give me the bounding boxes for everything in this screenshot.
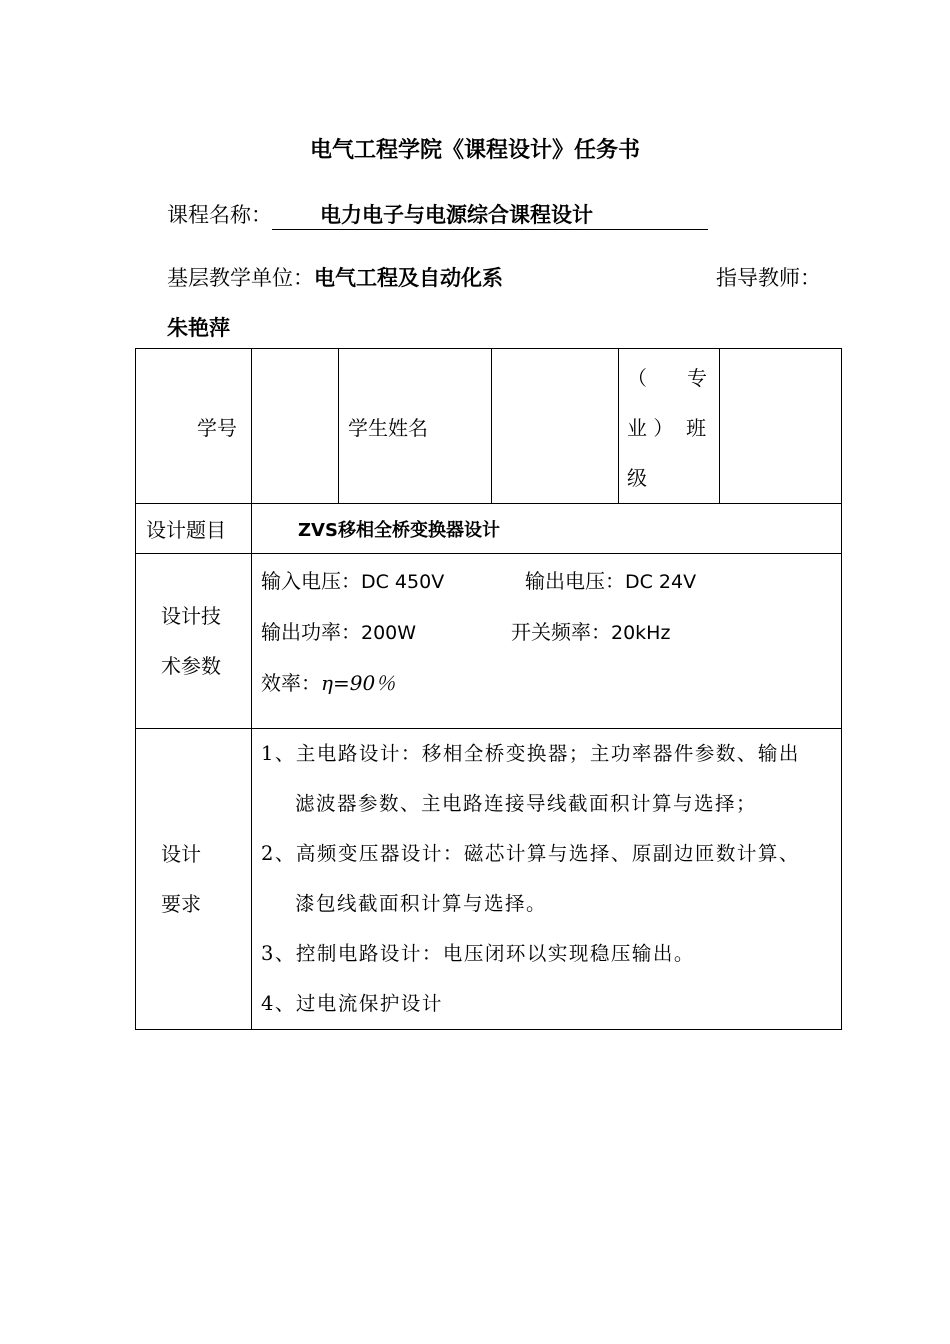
efficiency-label: 效率： (261, 671, 321, 695)
req-label-line-2: 要求 (161, 892, 201, 916)
requirement-line: 滤波器参数、主电路连接导线截面积计算与选择； (295, 792, 758, 815)
topic-label: 设计题目 (136, 504, 252, 554)
header-row (136, 349, 842, 504)
advisor-name: 朱艳萍 (167, 316, 230, 340)
switch-freq (511, 607, 670, 658)
class-label (619, 349, 720, 504)
advisor-label: 指导教师： (716, 266, 821, 290)
requirement-line: 4、过电流保护设计 (261, 992, 443, 1015)
requirement-line: 漆包线截面积计算与选择。 (295, 892, 548, 915)
params-label (136, 554, 252, 729)
output-power-value: 200W (361, 622, 417, 644)
input-voltage-label: 输入电压： (261, 569, 361, 593)
class-label-line-3: 级 (627, 466, 647, 490)
topic-row (136, 504, 842, 554)
req-label (136, 729, 252, 1030)
class-label-line-2: 业 ） 班 (627, 416, 707, 440)
params-line-1 (261, 556, 841, 607)
task-table (135, 348, 842, 1030)
topic-value: ZVS移相全桥变换器设计 (252, 504, 842, 554)
input-voltage-value: DC 450V (361, 571, 445, 593)
params-line-3 (261, 658, 841, 708)
student-id-value (252, 349, 339, 504)
output-power-label: 输出功率： (261, 620, 361, 644)
student-id-label: 学号 (136, 349, 252, 504)
course-name: 电力电子与电源综合课程设计 (272, 199, 708, 230)
params-line-2 (261, 607, 841, 658)
unit-label: 基层教学单位： (167, 266, 314, 290)
switch-freq-label: 开关频率： (511, 620, 611, 644)
req-label-line-1: 设计 (161, 842, 201, 866)
params-label-line-1: 设计技 (161, 604, 221, 628)
requirement-line: 1、主电路设计：移相全桥变换器；主功率器件参数、输出 (261, 742, 800, 765)
params-label-line-2: 术参数 (161, 654, 221, 678)
params-row (136, 554, 842, 729)
class-label-line-1: （ 专 (627, 366, 707, 390)
requirements-row (136, 729, 842, 1030)
params-cell (252, 554, 842, 729)
efficiency-value: η=90％ (321, 671, 396, 695)
unit-name: 电气工程及自动化系 (314, 266, 503, 290)
requirement-line: 2、高频变压器设计：磁芯计算与选择、原副边匝数计算、 (261, 842, 800, 865)
class-value (720, 349, 842, 504)
page-title: 电气工程学院《课程设计》任务书 (309, 138, 640, 163)
student-name-label: 学生姓名 (339, 349, 492, 504)
student-name-value (492, 349, 619, 504)
course-row (167, 199, 708, 230)
output-voltage-value: DC 24V (625, 571, 697, 593)
course-label: 课程名称： (167, 203, 272, 227)
requirements-cell (252, 729, 842, 1030)
requirement-line: 3、控制电路设计：电压闭环以实现稳压输出。 (261, 942, 695, 965)
output-voltage (525, 556, 696, 607)
output-voltage-label: 输出电压： (525, 569, 625, 593)
unit-row (167, 262, 503, 292)
switch-freq-value: 20kHz (611, 622, 671, 644)
